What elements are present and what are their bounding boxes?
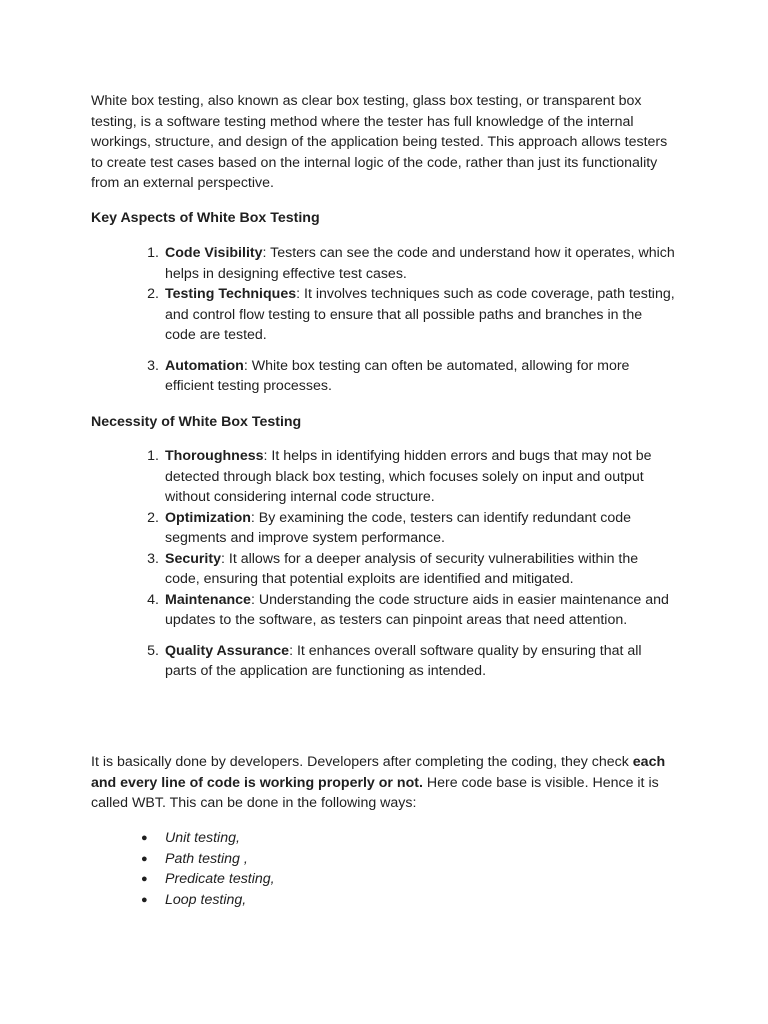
list-item: [91, 508, 675, 549]
list-item: [91, 549, 675, 590]
list-item: [91, 243, 675, 284]
list-number: 2.: [147, 509, 159, 526]
list-item-text: : By examining the code, testers can identify redundant code segments and improve system performance.: [165, 509, 632, 546]
list-number: 1.: [147, 448, 159, 464]
list-number: 3.: [147, 550, 159, 567]
list-item-text: Unit testing,: [165, 830, 240, 846]
intro-paragraph: White box testing, also known as clear box testing, glass box testing, or transparent box testing, is a software testing method where the tester has full knowledge of the internal workings, structure, and design of the application being tested. This approach allows testers to create test cases based on the internal logic of the code, rather than just its functionality from an external perspective.: [91, 93, 668, 191]
list-number: 2.: [147, 286, 159, 302]
key-aspects-heading: Key Aspects of White Box Testing: [91, 210, 320, 226]
list-item-term: Automation: [165, 357, 244, 374]
closing-text-before: It is basically done by developers. Developers after completing the coding, they check: [91, 754, 633, 770]
necessity-heading: Necessity of White Box Testing: [91, 414, 302, 430]
list-item: [91, 446, 675, 508]
list-item-term: Code Visibility: [165, 245, 263, 261]
list-item: [91, 284, 675, 346]
list-number: 3.: [147, 357, 159, 374]
bullet-icon: ●: [141, 852, 148, 865]
list-item: [91, 828, 675, 849]
closing-bold-text: each and every line of code is working properly or not.: [91, 754, 666, 791]
testing-ways-list: [91, 828, 675, 910]
list-item: [91, 849, 675, 870]
list-item: [91, 641, 675, 682]
bullet-icon: ●: [141, 893, 148, 906]
list-item: [91, 869, 675, 890]
list-item-term: Thoroughness: [165, 448, 264, 464]
list-item-term: Security: [165, 550, 221, 567]
list-item-term: Testing Techniques: [165, 286, 297, 302]
list-item-term: Quality Assurance: [165, 642, 290, 659]
list-item-text: : Understanding the code structure aids in easier maintenance and updates to the software, as testers can pinpoint areas that need attention.: [165, 591, 669, 628]
list-item-text: : It helps in identifying hidden errors and bugs that may not be detected through black box testing, which focuses solely on input and output without considering internal code structure.: [165, 448, 652, 505]
list-item-term: Optimization: [165, 509, 251, 526]
key-aspects-list: [91, 243, 675, 397]
closing-text-after: Here code base is visible. Hence it is called WBT. This can be done in the following ways:: [91, 774, 659, 811]
list-item: [91, 590, 675, 631]
list-number: 5.: [147, 642, 159, 659]
list-item-text: : It enhances overall software quality by ensuring that all parts of the application are functioning as intended.: [165, 642, 642, 679]
list-item-text: : White box testing can often be automated, allowing for more efficient testing processes.: [165, 357, 630, 394]
list-item-text: Path testing ,: [165, 850, 248, 867]
list-item-text: : Testers can see the code and understand how it operates, which helps in designing effective test cases.: [165, 245, 675, 282]
necessity-list: [91, 446, 675, 682]
bullet-icon: ●: [141, 873, 148, 885]
list-item-text: Predicate testing,: [165, 871, 275, 887]
list-number: 4.: [147, 591, 159, 608]
list-item-text: : It allows for a deeper analysis of security vulnerabilities within the code, ensuring that potential exploits are identified and mitigated.: [165, 550, 639, 587]
closing-paragraph: [91, 752, 675, 814]
bullet-icon: ●: [141, 832, 148, 844]
list-item: [91, 356, 675, 397]
list-item: [91, 890, 675, 911]
list-number: 1.: [147, 245, 159, 261]
list-item-text: : It involves techniques such as code coverage, path testing, and control flow testing to ensure that all possible paths and branches in the code are tested.: [165, 286, 675, 343]
list-item-text: Loop testing,: [165, 891, 247, 908]
list-item-term: Maintenance: [165, 591, 251, 608]
